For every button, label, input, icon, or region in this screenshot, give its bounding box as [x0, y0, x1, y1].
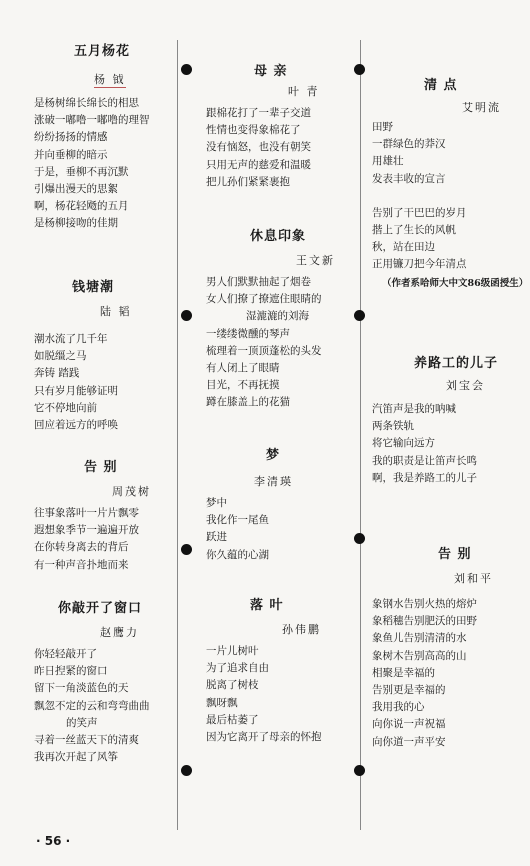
poem-line: 跃进 — [206, 531, 227, 544]
poem-lines — [206, 105, 320, 191]
poem-line: 象钢水告别火热的熔炉 — [372, 598, 477, 610]
binding-hole — [181, 544, 192, 555]
poem — [34, 597, 150, 766]
poem — [372, 543, 493, 751]
poem-line: 是杨树绵长绵长的相思 — [34, 97, 139, 109]
poem-line: 潮水流了几千年 — [34, 333, 108, 345]
page-number: · 56 · — [36, 834, 71, 848]
poem-line: 跟棉花打了一辈子交道 — [206, 107, 311, 119]
poem-lines — [372, 401, 498, 487]
poem-line: 它不停地向前 — [34, 401, 97, 414]
poem-line: 留下一角淡蓝色的天 — [34, 682, 129, 695]
poem-line: 你轻轻敲开了 — [34, 648, 97, 660]
poem-line: 揩上了生长的风帆 — [372, 224, 456, 237]
poem-line: 梳理着一顶顶蓬松的头发 — [206, 344, 322, 357]
poem-line: 向你道一声平安 — [372, 735, 446, 748]
poem-title: 休息印象 — [250, 229, 307, 244]
binding-hole — [181, 310, 192, 321]
poem-title: 落 叶 — [250, 598, 284, 613]
poem-line: 遐想象季节一遍遍开放 — [34, 524, 139, 537]
poem — [34, 40, 150, 233]
author-note: （作者系哈师大中文86级函授生） — [382, 277, 529, 289]
poem-line: 有一种声音扑地而来 — [34, 558, 129, 571]
poem — [34, 456, 151, 574]
poem — [34, 276, 132, 434]
poem-line: 你久蕴的心湖 — [206, 548, 269, 561]
poem-line: 田野 — [372, 121, 393, 133]
poem-line: 发表丰收的宣言 — [372, 172, 446, 185]
poem-line — [372, 188, 530, 205]
poem-line: 秋，站在田边 — [372, 241, 435, 254]
poem-line: 象树木告别高高的山 — [372, 649, 467, 662]
poem-lines — [34, 505, 151, 574]
poem-line: 是杨柳接吻的佳期 — [34, 217, 118, 230]
poem-author-text: 杨 钺 — [94, 73, 126, 86]
poem-line: 象鱼儿告别清清的水 — [372, 632, 467, 645]
poem-line: 如脱缰之马 — [34, 350, 87, 363]
binding-hole — [354, 765, 365, 776]
poem-lines — [206, 274, 335, 412]
binding-hole — [181, 765, 192, 776]
poem-line: 我用我的心 — [372, 701, 425, 714]
poem-line: 汽笛声是我的呐喊 — [372, 403, 456, 415]
poem-lines — [34, 95, 150, 233]
poem-lines — [372, 119, 530, 274]
poem-line: 男人们默默抽起了烟卷 — [206, 276, 311, 288]
poem-line: 有人闭上了眼睛 — [206, 362, 280, 375]
poem-line: 寻着一丝蓝天下的清爽 — [34, 734, 139, 747]
poem-line: 往事象落叶一片片飘零 — [34, 507, 139, 519]
poem-line: 回应着远方的呼唤 — [34, 419, 118, 432]
poem-line: 飘呀飘 — [206, 696, 238, 709]
poem-lines — [372, 596, 493, 751]
poem — [206, 594, 322, 746]
poem-line: 啊，我是养路工的儿子 — [372, 471, 477, 484]
poem-author — [94, 71, 150, 87]
poem-author: 孙伟鹏 — [282, 623, 321, 636]
poem — [372, 352, 498, 487]
poem-line: 引爆出漫天的思絮 — [34, 183, 118, 196]
poem-line: 象稻穗告别肥沃的田野 — [372, 615, 477, 628]
poem-author: 叶 青 — [288, 85, 320, 98]
poem-line: 我的职责是让笛声长鸣 — [372, 454, 477, 467]
poem-line: 最后枯萎了 — [206, 713, 259, 726]
poem-title: 养路工的儿子 — [414, 356, 499, 371]
poem-line: 目光，不再抚摸 — [206, 379, 280, 392]
poem-line: 女人们撩了撩遮住眼睛的 — [206, 293, 322, 306]
binding-hole — [181, 64, 192, 75]
poem-line: 告别更是幸福的 — [372, 684, 446, 697]
poem-line: 只有岁月能够证明 — [34, 384, 118, 397]
poem-author: 王文新 — [296, 254, 335, 267]
poem-line: 用雄壮 — [372, 155, 404, 168]
poem — [372, 74, 530, 291]
poem-title: 梦 — [266, 448, 281, 463]
poem-line: 在你转身离去的背后 — [34, 541, 129, 554]
binding-hole — [354, 64, 365, 75]
poem-title: 告 别 — [438, 547, 472, 562]
poem-line: 为了追求自由 — [206, 662, 269, 675]
poem-line: 把儿孙们紧紧裹抱 — [206, 175, 290, 188]
poem-author: 李清瑛 — [254, 475, 293, 488]
poem-lines — [34, 331, 132, 434]
poem — [206, 60, 320, 191]
poem-line: 于是，垂柳不再沉默 — [34, 165, 129, 178]
poem-title: 五月杨花 — [74, 44, 131, 59]
poem-line: 向你说一声祝福 — [372, 718, 446, 731]
poem-author: 赵鹰力 — [100, 626, 139, 639]
poem-line: 两条铁轨 — [372, 420, 414, 433]
poem-title: 母 亲 — [254, 64, 288, 79]
poem-title: 清 点 — [424, 78, 458, 93]
poem-line: 没有恼怒，也没有朝笑 — [206, 141, 311, 154]
poem-line: 飘忽不定的云和弯弯曲曲 — [34, 699, 150, 712]
poem-line: 奔铸 踏践 — [34, 367, 80, 380]
poem-line: 并向垂柳的暗示 — [34, 148, 108, 161]
poem-line: 告别了干巴巴的岁月 — [372, 206, 467, 219]
poem-line: 正用镰刀把今年清点 — [372, 258, 467, 271]
poem-line: 的笑声 — [66, 716, 98, 729]
poem-lines — [34, 646, 150, 766]
binding-hole — [354, 533, 365, 544]
poem-line: 一片儿树叶 — [206, 645, 259, 657]
poem-lines — [206, 643, 322, 746]
poem — [206, 225, 335, 412]
poem — [206, 444, 293, 564]
poem-author: 周茂树 — [112, 485, 151, 498]
poem-author: 陆 韬 — [100, 305, 132, 318]
column-rule-right — [360, 40, 361, 830]
binding-hole — [354, 310, 365, 321]
poem-line: 只用无声的慈爱和温暖 — [206, 158, 311, 171]
poem-author: 刘和平 — [454, 572, 493, 585]
poem-line: 我再次开起了风筝 — [34, 751, 118, 764]
poem-line: 湿漉漉的刘海 — [246, 310, 309, 323]
poem-line: 一缕缕微醺的琴声 — [206, 327, 290, 340]
poem-author: 艾明流 — [462, 101, 501, 114]
poem-line: 脱离了树枝 — [206, 679, 259, 692]
poem-title: 告 别 — [84, 460, 118, 475]
poem-lines — [206, 495, 293, 564]
poem-title: 钱塘潮 — [72, 280, 115, 295]
poem-line: 一群绿色的莽汉 — [372, 138, 446, 151]
poem-author: 刘宝会 — [446, 379, 485, 392]
poem-line: 相聚是幸福的 — [372, 666, 435, 679]
column-rule-left — [177, 40, 178, 830]
poem-line: 因为它离开了母亲的怀抱 — [206, 731, 322, 744]
poem-line: 昨日揑紧的窗口 — [34, 665, 108, 678]
poem-line: 啊，杨花轻飏的五月 — [34, 200, 129, 213]
poem-line: 蹲在膝盖上的花猫 — [206, 396, 290, 409]
poem-line: 纷纷扬扬的情感 — [34, 131, 108, 144]
poem-line: 性情也变得象棉花了 — [206, 124, 301, 137]
poem-line: 将它输向远方 — [372, 437, 435, 450]
poem-line: 涨破一嘟噜一嘟噜的理智 — [34, 114, 150, 127]
poem-line: 梦中 — [206, 497, 227, 509]
poem-line: 我化作一尾鱼 — [206, 514, 269, 527]
poem-title: 你敲开了窗口 — [58, 601, 143, 616]
